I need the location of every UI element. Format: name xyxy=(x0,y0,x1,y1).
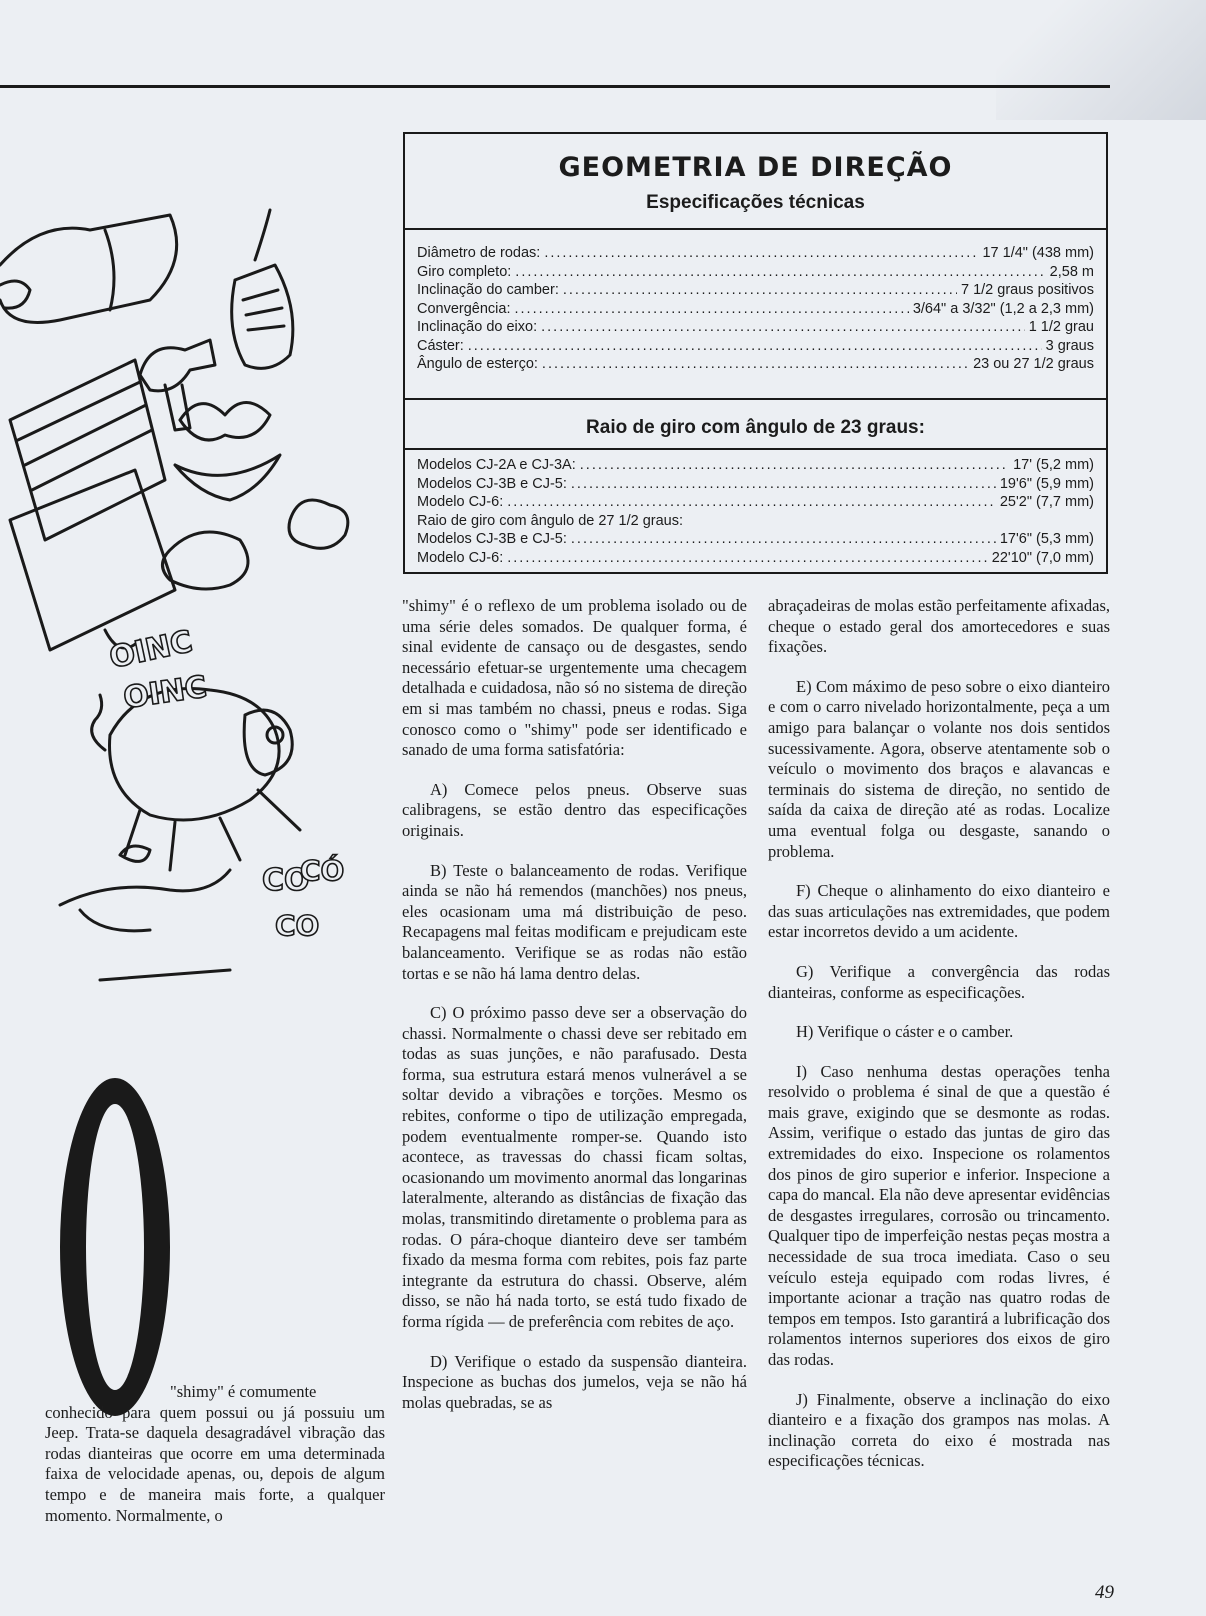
spec-box xyxy=(403,132,1108,574)
paragraph: H) Verifique o cáster e o camber. xyxy=(796,1022,1014,1042)
cartoon-illustration xyxy=(0,190,380,1030)
turn-label: Modelo CJ-6: xyxy=(417,549,504,566)
turn-value: 22'10" (7,0 mm) xyxy=(991,549,1094,566)
intro-first-line: "shimy" é comumente xyxy=(170,1382,317,1401)
spec-label: Convergência: xyxy=(417,300,511,317)
spec-value: 17 1/4" (438 mm) xyxy=(982,245,1094,261)
paragraph: F) Cheque o alinhamento do eixo dianteiro e das suas articulações nas extremidades, que podem estar incorretos devido a um acidente. xyxy=(768,881,1110,942)
paragraph: D) Verifique o estado da suspensão dianteira. Inspecione as buchas dos jumelos, veja se não há molas quebradas, se as xyxy=(402,1351,747,1412)
spec-row xyxy=(417,355,1094,374)
page-corner-shade xyxy=(996,0,1206,120)
spec-divider xyxy=(405,398,1106,400)
spec-label: Diâmetro de rodas: xyxy=(417,245,541,261)
spec-row xyxy=(417,244,1094,263)
spec-value: 1 1/2 grau xyxy=(1028,319,1094,335)
paragraph: E) Com máximo de peso sobre o eixo dianteiro e com o carro nivelado horizontalmente, peça a um amigo para balançar o volante nos dois sentidos sucessivamente. Agora, observe atentamente sob o veículo o movimento dos braços e alavancas e terminais do sistema de direção, no sentido de saída da caixa de direção até as rodas. Localize uma eventual folga ou desgaste, sanando o problema. xyxy=(768,676,1110,861)
paragraph: G) Verifique a convergência das rodas dianteiras, conforme as especificações. xyxy=(768,961,1110,1002)
spec-value: 3 graus xyxy=(1045,337,1094,354)
top-rule xyxy=(0,85,1110,88)
turn-value: 25'2" (7,7 mm) xyxy=(999,494,1094,510)
spec-divider xyxy=(405,448,1106,450)
turn-radius-list xyxy=(417,456,1094,567)
turn-row xyxy=(417,549,1094,568)
paragraph: abraçadeiras de molas estão perfeitamente afixadas, cheque o estado geral dos amortecedores e suas fixações. xyxy=(768,596,1110,657)
spec-value: 7 1/2 graus positivos xyxy=(961,282,1094,298)
turn-label: Modelos CJ-3B e CJ-5: xyxy=(417,531,567,547)
turn-row xyxy=(417,475,1094,494)
spec-label: Cáster: xyxy=(417,337,464,354)
turn-label: Modelos CJ-2A e CJ-3A: xyxy=(417,457,576,473)
spec-value: 3/64" a 3/32" (1,2 a 2,3 mm) xyxy=(912,300,1094,317)
turn-value: 19'6" (5,9 mm) xyxy=(999,475,1094,492)
turn-label: Raio de giro com ângulo de 27 1/2 graus: xyxy=(417,512,684,529)
article-column-2 xyxy=(768,596,1110,1472)
spec-label: Giro completo: xyxy=(417,263,512,280)
paragraph: A) Comece pelos pneus. Observe suas calibragens, se estão dentro das especificações originais. xyxy=(402,779,747,840)
spec-list xyxy=(417,244,1094,374)
turn-value: 17' (5,2 mm) xyxy=(1013,457,1094,473)
spec-label: Ângulo de esterço: xyxy=(417,356,538,372)
turn-label: Modelo CJ-6: xyxy=(417,494,504,510)
sound-co-3: CO xyxy=(275,909,320,942)
page-number: 49 xyxy=(1095,1582,1114,1603)
sound-oinc-1: OINC xyxy=(106,624,196,676)
spec-label: Inclinação do eixo: xyxy=(417,319,538,335)
paragraph: J) Finalmente, observe a inclinação do eixo dianteiro e a fixação dos grampos nas molas. A inclinação correta do eixo é mostrada nas especificações técnicas. xyxy=(768,1389,1110,1471)
spec-value: 23 ou 27 1/2 graus xyxy=(973,356,1094,372)
sound-oinc-2: OINC xyxy=(121,669,210,716)
spec-label: Inclinação do camber: xyxy=(417,282,559,298)
sound-co-2: CÓ xyxy=(300,854,345,887)
turn-radius-heading: Raio de giro com ângulo de 23 graus: xyxy=(586,417,925,438)
spec-row xyxy=(417,281,1094,300)
spec-title: GEOMETRIA DE DIREÇÃO xyxy=(558,152,953,183)
article-column-1 xyxy=(402,596,747,1413)
paragraph: C) O próximo passo deve ser a observação do chassi. Normalmente o chassi deve ser rebitado em todas as suas junções, e não parafusado. Desta forma, sua estrutura estará menos vulnerável a se soltar devido a vibrações e torções. Mesmo os rebites, conforme o tipo de utilização empregada, podem eventualmente romper-se. Quando isto acontece, as travessas do chassi ficam soltas, ocasionando um movimento anormal das longarinas lateralmente, alterando as distâncias de fixação das molas, transmitindo diretamente o problema para as rodas. O pára-choque dianteiro deve ser também fixado da mesma forma com rebites, pois faz parte integrante da estrutura do chassi. Observe, além disso, se não há nada torto, se está tudo fixado de forma rígida — de preferência com rebites de aço. xyxy=(402,1003,747,1331)
sound-co-1: CO xyxy=(262,863,310,898)
turn-label: Modelos CJ-3B e CJ-5: xyxy=(417,475,567,492)
turn-row xyxy=(417,512,1094,531)
turn-value: 17'6" (5,3 mm) xyxy=(999,531,1094,547)
intro-text xyxy=(45,1382,385,1526)
paragraph: "shimy" é o reflexo de um problema isolado ou de uma série deles somados. De qualquer forma, é sinal evidente de cansaço ou de desgastes, sendo necessário efetuar-se urgentemente uma checagem detalhada e cuidadosa, não só no sistema de direção em si mas também no chassi, pneus e rodas. Siga conosco como o "shimy" pode ser identificado e sanado de uma forma satisfatória: xyxy=(402,596,747,760)
intro-body: conhecido para quem possui ou já possuiu um Jeep. Trata-se daquela desagradável vibração das rodas dianteiras que ocorre em uma determinada faixa de velocidade apenas, ou, depois de algum tempo e de maneira mais forte, a qualquer momento. Normalmente, o xyxy=(45,1402,385,1525)
spec-row xyxy=(417,337,1094,356)
spec-row xyxy=(417,263,1094,282)
spec-subtitle: Especificações técnicas xyxy=(646,192,865,213)
spec-value: 2,58 m xyxy=(1049,263,1094,280)
drop-cap-letter xyxy=(60,1078,170,1416)
turn-row xyxy=(417,456,1094,475)
turn-row xyxy=(417,530,1094,549)
paragraph: I) Caso nenhuma destas operações tenha resolvido o problema é sinal de que a questão é mais grave, exigindo que se desmonte as rodas. Assim, verifique o estado das juntas de giro das extremidades do eixo. Inspecione os rolamentos dos pinos de giro superior e inferior. Inspecione a capa do mancal. Ela não deve apresentar evidências de desgastes irregulares, corrosão ou trincamento. Qualquer tipo de imperfeição nestas peças mostra a necessidade de sua troca imediata. Caso o seu veículo esteja equipado com rodas livres, é importante acionar a tração nas quatro rodas de tempos em tempos. Isto garantirá a lubrificação dos rolamentos internos superiores dos eixos de giro das rodas. xyxy=(768,1061,1110,1369)
spec-row xyxy=(417,300,1094,319)
spec-row xyxy=(417,318,1094,337)
turn-row xyxy=(417,493,1094,512)
spec-divider xyxy=(405,228,1106,230)
paragraph: B) Teste o balanceamento de rodas. Verifique ainda se não há remendos (manchões) nos pneus, eles ocasionam uma má distribuição de peso. Recapagens mal feitas modificam e prejudicam este balanceamento. Verifique se as rodas não estão tortas e se não há lama dentro delas. xyxy=(402,860,747,983)
